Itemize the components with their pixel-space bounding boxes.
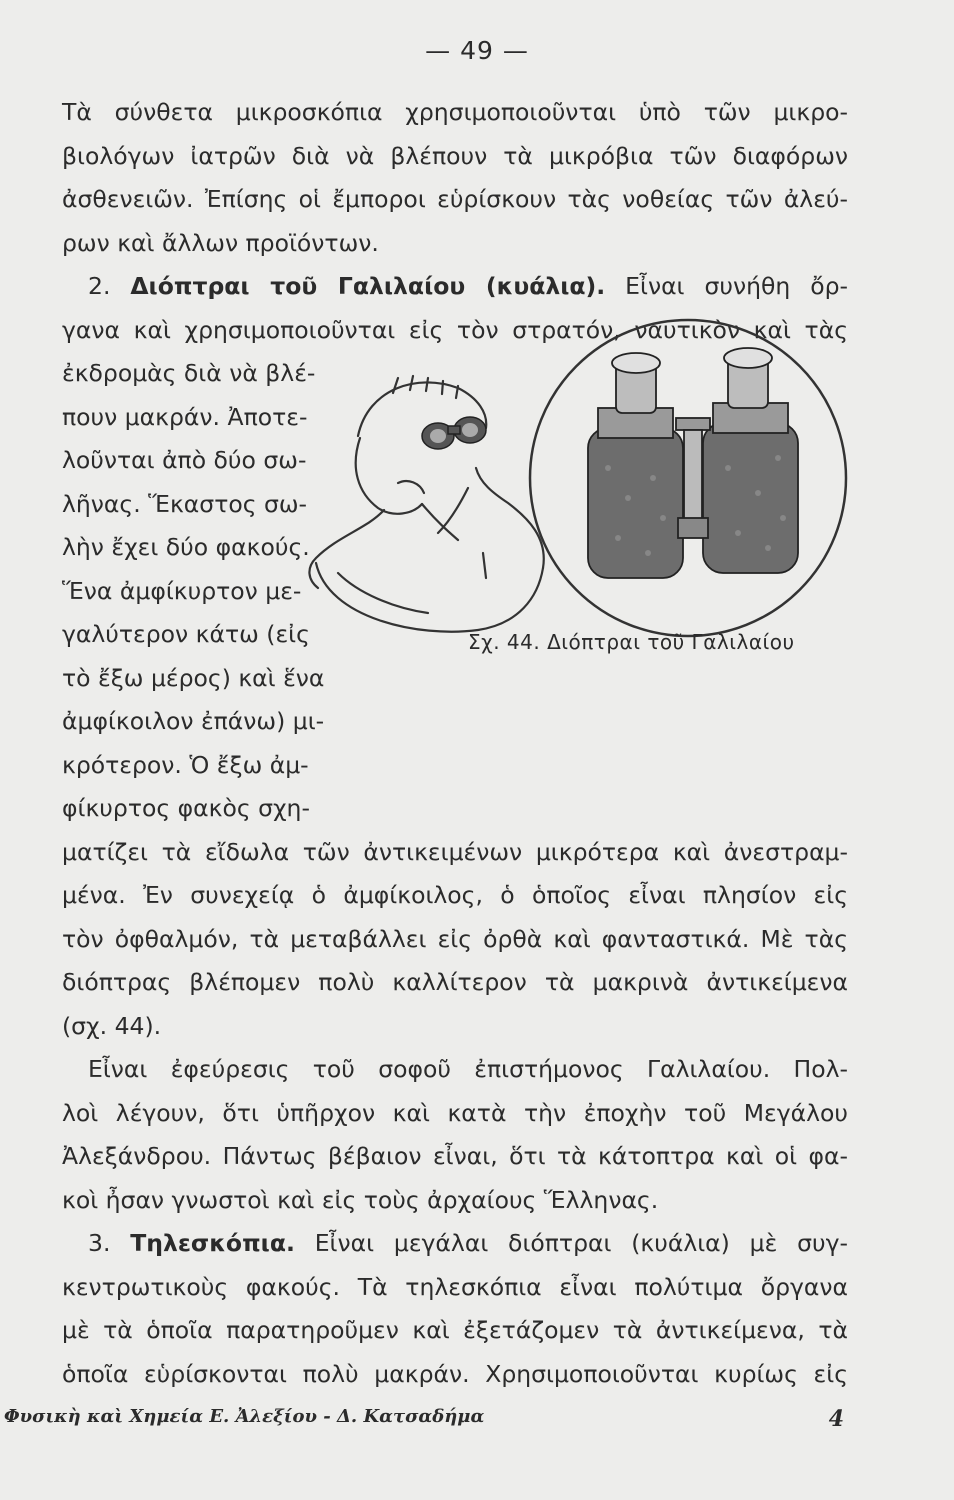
- text-line: Ἀλεξάνδρου. Πάντως βέβαιον εἶναι, ὅτι τὰ κάτοπτρα καὶ οἱ φα-: [62, 1142, 848, 1170]
- text-segment: Εἶναι μεγάλαι διόπτραι (κυάλια) μὲ συγ-: [314, 1229, 848, 1257]
- footer-book-title: Φυσικὴ καὶ Χημεία Ε. Ἀλεξίου - Δ. Κατσαδήμα: [4, 1406, 485, 1427]
- text-line: πουν μακράν. Ἀποτε-: [62, 403, 308, 431]
- text-line: τὸ ἔξω μέρος) καὶ ἕνα: [62, 664, 325, 692]
- text-line: ὁποῖα εὑρίσκονται πολὺ μακράν. Χρησιμοποιοῦνται κυρίως εἰς: [62, 1360, 848, 1388]
- text-line: (σχ. 44).: [62, 1012, 162, 1040]
- text-line: μὲ τὰ ὁποῖα παρατηροῦμεν καὶ ἐξετάζομεν τὰ ἀντικείμενα, τὰ: [62, 1316, 848, 1344]
- text-line: ματίζει τὰ εἴδωλα τῶν ἀντικειμένων μικρότερα καὶ ἀνεστραμ-: [62, 838, 848, 866]
- page-number: — 49 —: [425, 36, 529, 65]
- section-heading: Διόπτραι τοῦ Γαλιλαίου (κυάλια).: [130, 272, 606, 300]
- text-line: διόπτρας βλέπομεν πολὺ καλλίτερον τὰ μακρινὰ ἀντικείμενα: [62, 968, 848, 996]
- section-heading-line: [62, 270, 848, 302]
- text-line: κεντρωτικοὺς φακούς. Τὰ τηλεσκόπια εἶναι πολύτιμα ὄργανα: [62, 1273, 848, 1301]
- text-line: λὴν ἔχει δύο φακούς.: [62, 533, 310, 561]
- text-line: κοὶ ἦσαν γνωστοὶ καὶ εἰς τοὺς ἀρχαίους Ἕλληνας.: [62, 1186, 659, 1214]
- section-number: 3.: [88, 1229, 111, 1257]
- text-line: λῆνας. Ἕκαστος σω-: [62, 490, 308, 518]
- text-line: Ἕνα ἀμφίκυρτον με-: [62, 577, 302, 605]
- text-line: Εἶναι ἐφεύρεσις τοῦ σοφοῦ ἐπιστήμονος Γαλιλαίου. Πολ-: [88, 1055, 848, 1083]
- text-line: μένα. Ἐν συνεχείᾳ ὁ ἀμφίκοιλος, ὁ ὁποῖος εἶναι πλησίον εἰς: [62, 881, 848, 909]
- section-heading: Τηλεσκόπια.: [130, 1229, 295, 1257]
- text-line: ἀσθενειῶν. Ἐπίσης οἱ ἔμποροι εὑρίσκουν τὰς νοθείας τῶν ἀλεύ-: [62, 185, 848, 213]
- text-line: τὸν ὀφθαλμόν, τὰ μεταβάλλει εἰς ὀρθὰ καὶ φανταστικά. Μὲ τὰς: [62, 925, 848, 953]
- section-number: 2.: [88, 272, 111, 300]
- text-line: φίκυρτος φακὸς σχη-: [62, 794, 310, 822]
- text-line: λοὶ λέγουν, ὅτι ὑπῆρχον καὶ κατὰ τὴν ἐποχὴν τοῦ Μεγάλου: [62, 1099, 848, 1127]
- binoculars-illustration: [298, 318, 853, 648]
- footer-signature-mark: 4: [828, 1406, 844, 1432]
- text-line: γαλύτερον κάτω (εἰς: [62, 620, 310, 648]
- text-line: ἀμφίκοιλον ἐπάνω) μι-: [62, 707, 325, 735]
- text-line: κρότερον. Ὁ ἔξω ἀμ-: [62, 751, 309, 779]
- text-line: βιολόγων ἰατρῶν διὰ νὰ βλέπουν τὰ μικρόβια τῶν διαφόρων: [62, 142, 848, 170]
- text-line: ρων καὶ ἄλλων προϊόντων.: [62, 229, 379, 257]
- text-line: λοῦνται ἀπὸ δύο σω-: [62, 446, 307, 474]
- footer: [4, 1406, 844, 1432]
- section-heading-line: [62, 1227, 848, 1259]
- text-line: Τὰ σύνθετα μικροσκόπια χρησιμοποιοῦνται ὑπὸ τῶν μικρο-: [62, 98, 848, 126]
- figure-caption: Σχ. 44. Διόπτραι τοῦ Γαλιλαίου: [468, 630, 795, 654]
- text-line: γανα καὶ χρησιμοποιοῦνται εἰς τὸν στρατόν, ναυτικὸν καὶ τὰς: [62, 316, 848, 344]
- text-line: ἐκδρομὰς διὰ νὰ βλέ-: [62, 359, 316, 387]
- text-segment: Εἶναι συνήθη ὄρ-: [625, 272, 848, 300]
